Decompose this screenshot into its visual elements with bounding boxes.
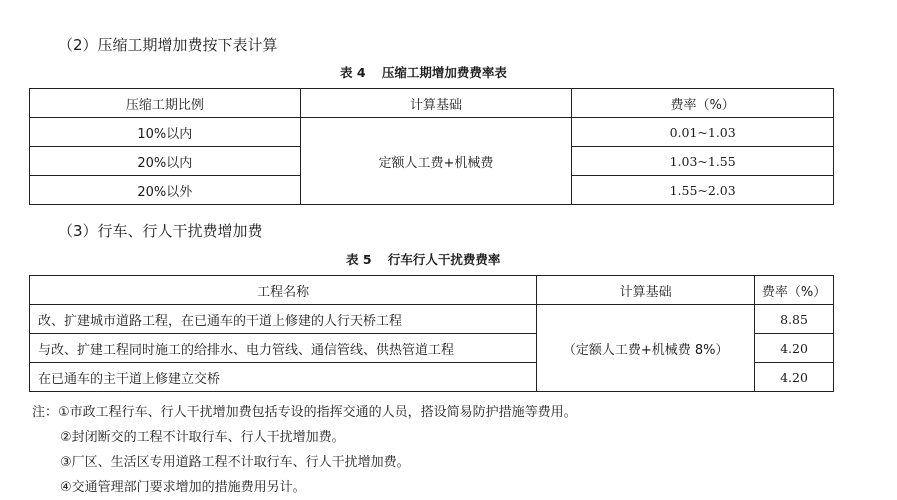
column-header: 工程名称 (30, 276, 537, 305)
table-4-caption (340, 63, 507, 81)
table-4-number: 表 4 (340, 65, 366, 80)
project-name-cell: 与改、扩建工程同时施工的给排水、电力管线、通信管线、供热管道工程 (30, 334, 537, 363)
rate-cell: 4.20 (755, 334, 834, 363)
ratio-cell: 10%以内 (30, 118, 301, 147)
basis-cell: 定额人工费+机械费 (300, 118, 572, 205)
rate-cell: 1.55~2.03 (572, 176, 834, 205)
column-header: 费率（%） (755, 276, 834, 305)
note-item: ②封闭断交的工程不计取行车、行人干扰增加费。 (60, 430, 345, 445)
note-item: ④交通管理部门要求增加的措施费用另计。 (60, 480, 306, 495)
ratio-cell: 20%以外 (30, 176, 301, 205)
table-row (30, 118, 834, 147)
column-header: 压缩工期比例 (30, 89, 301, 118)
notes-block (32, 400, 577, 500)
rate-cell: 0.01~1.03 (572, 118, 834, 147)
project-name-cell: 改、扩建城市道路工程，在已通车的干道上修建的人行天桥工程 (30, 305, 537, 334)
notes-lead: 注： (32, 405, 59, 420)
project-name-cell: 在已通车的主干道上修建立交桥 (30, 363, 537, 392)
table-5-title: 行车行人干扰费费率 (387, 252, 501, 267)
table-5-caption (346, 250, 500, 268)
column-header: 计算基础 (537, 276, 755, 305)
section-3-heading: （3）行车、行人干扰费增加费 (58, 222, 263, 240)
rate-cell: 1.03~1.55 (572, 147, 834, 176)
traffic-interference-rate-table (29, 275, 834, 392)
note-item: ③厂区、生活区专用道路工程不计取行车、行人干扰增加费。 (60, 455, 410, 470)
rate-cell: 8.85 (755, 305, 834, 334)
column-header: 计算基础 (300, 89, 572, 118)
ratio-cell: 20%以内 (30, 147, 301, 176)
table-header-row (30, 89, 834, 118)
rate-cell: 4.20 (755, 363, 834, 392)
section-2-heading: （2）压缩工期增加费按下表计算 (58, 36, 278, 54)
note-item: 注：①市政工程行车、行人干扰增加费包括专设的指挥交通的人员，搭设简易防护措施等费用。 (32, 405, 577, 420)
column-header: 费率（%） (572, 89, 834, 118)
table-5-number: 表 5 (346, 252, 372, 267)
table-row (30, 305, 834, 334)
table-4-title: 压缩工期增加费费率表 (381, 65, 507, 80)
basis-cell: （定额人工费+机械费 8%） (537, 305, 755, 392)
table-header-row (30, 276, 834, 305)
compression-rate-table (29, 88, 834, 205)
